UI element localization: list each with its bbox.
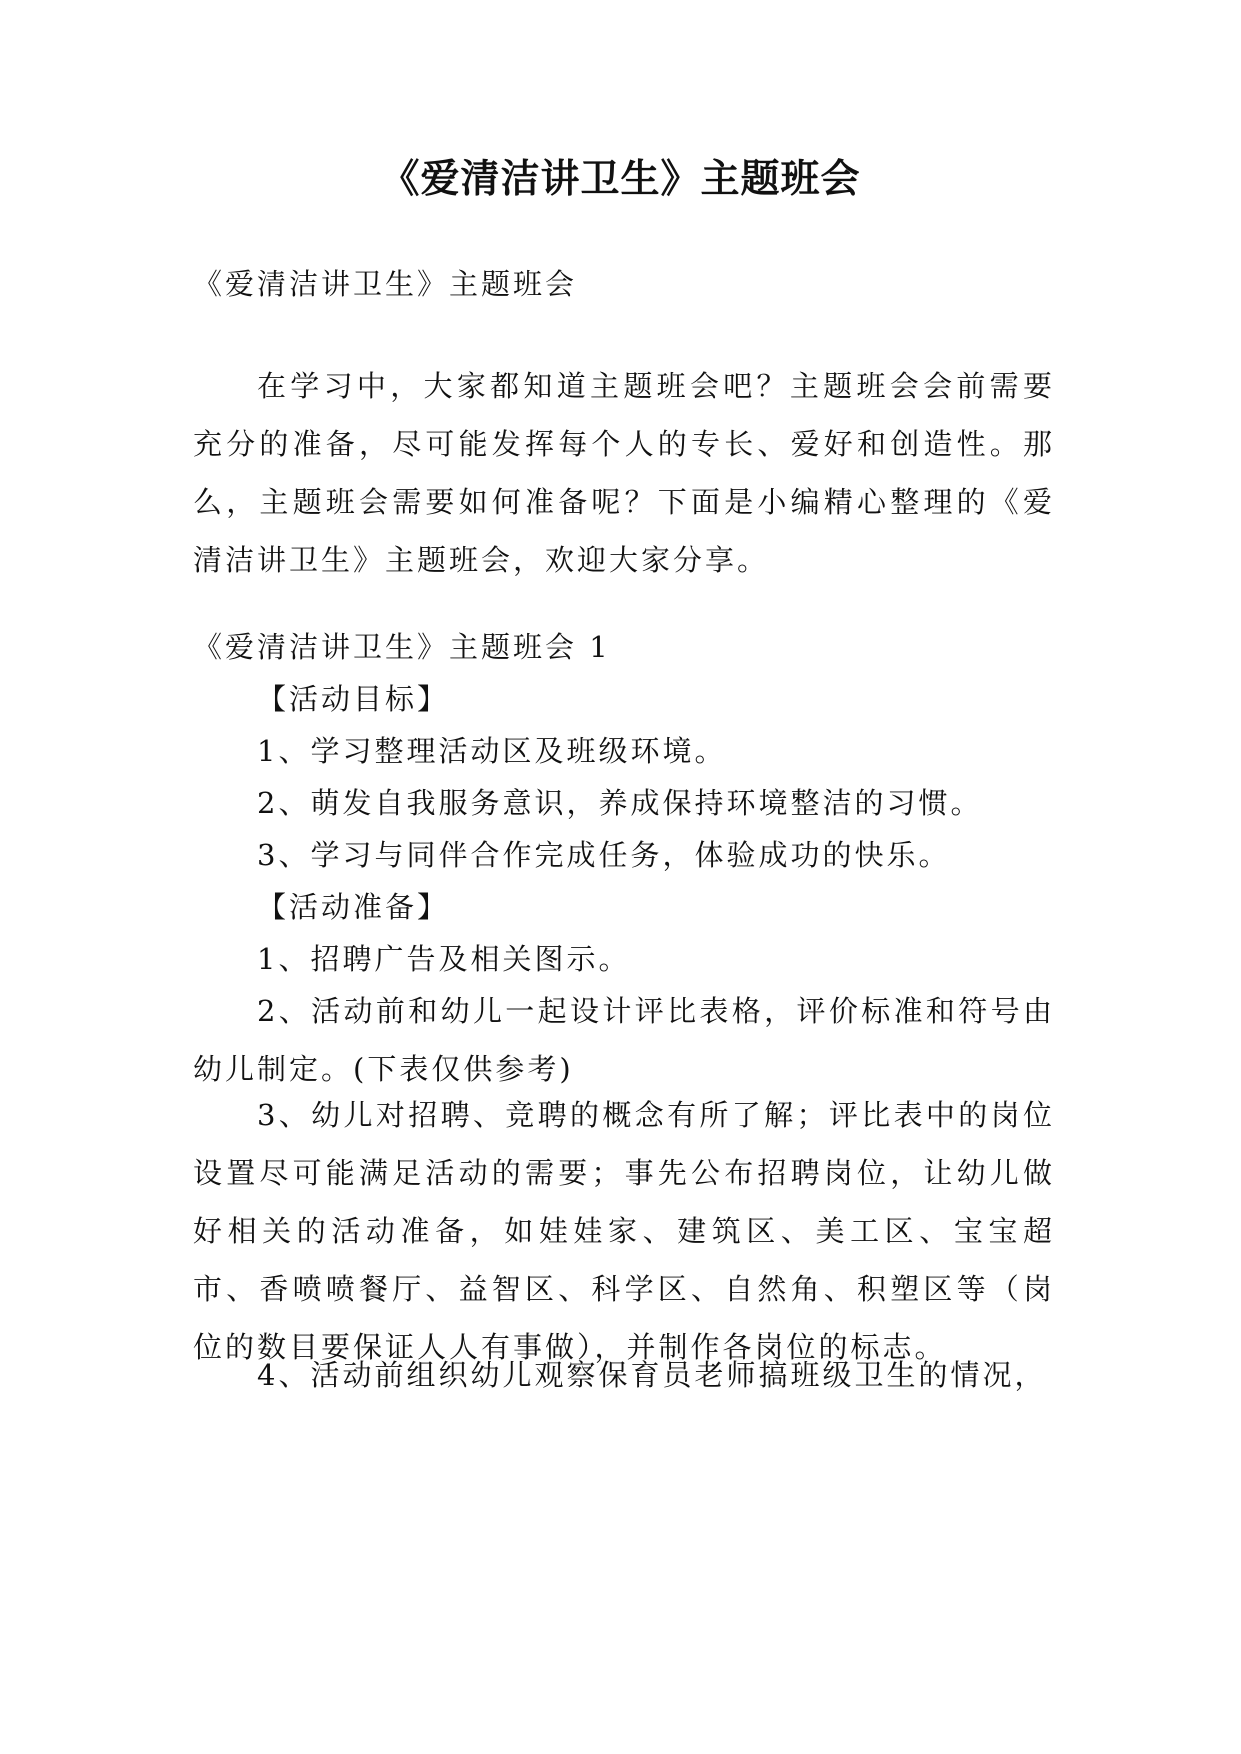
prep-item: 3、幼儿对招聘、竞聘的概念有所了解；评比表中的岗位设置尽可能满足活动的需要；事先公布招聘岗位，让幼儿做好相关的活动准备，如娃娃家、建筑区、美工区、宝宝超市、香喷喷餐厅、益智区、科学区、自然角、积塑区等（岗位的数目要保证人人有事做），并制作各岗位的标志。 (193, 1098, 1055, 1364)
prep-heading: 【活动准备】 (257, 890, 450, 924)
prep-item: 4、活动前组织幼儿观察保育员老师搞班级卫生的情况， (257, 1358, 1047, 1392)
goal-item: 2、萌发自我服务意识，养成保持环境整洁的习惯。 (257, 786, 983, 820)
goals-heading: 【活动目标】 (257, 682, 450, 716)
prep-item: 2、活动前和幼儿一起设计评比表格，评价标准和符号由幼儿制定。(下表仅供参考) (193, 994, 1055, 1086)
goal-item: 3、学习与同伴合作完成任务，体验成功的快乐。 (257, 838, 951, 872)
document-subtitle: 《爱清洁讲卫生》主题班会 (193, 267, 578, 301)
section-heading: 《爱清洁讲卫生》主题班会 1 (193, 630, 611, 664)
goal-item: 1、学习整理活动区及班级环境。 (257, 734, 727, 768)
prep-item: 1、招聘广告及相关图示。 (257, 942, 631, 976)
intro-paragraph: 在学习中，大家都知道主题班会吧？主题班会会前需要充分的准备，尽可能发挥每个人的专长、爱好和创造性。那么，主题班会需要如何准备呢？下面是小编精心整理的《爱清洁讲卫生》主题班会，欢迎大家分享。 (193, 369, 1055, 577)
document-title: 《爱清洁讲卫生》主题班会 (380, 157, 861, 202)
